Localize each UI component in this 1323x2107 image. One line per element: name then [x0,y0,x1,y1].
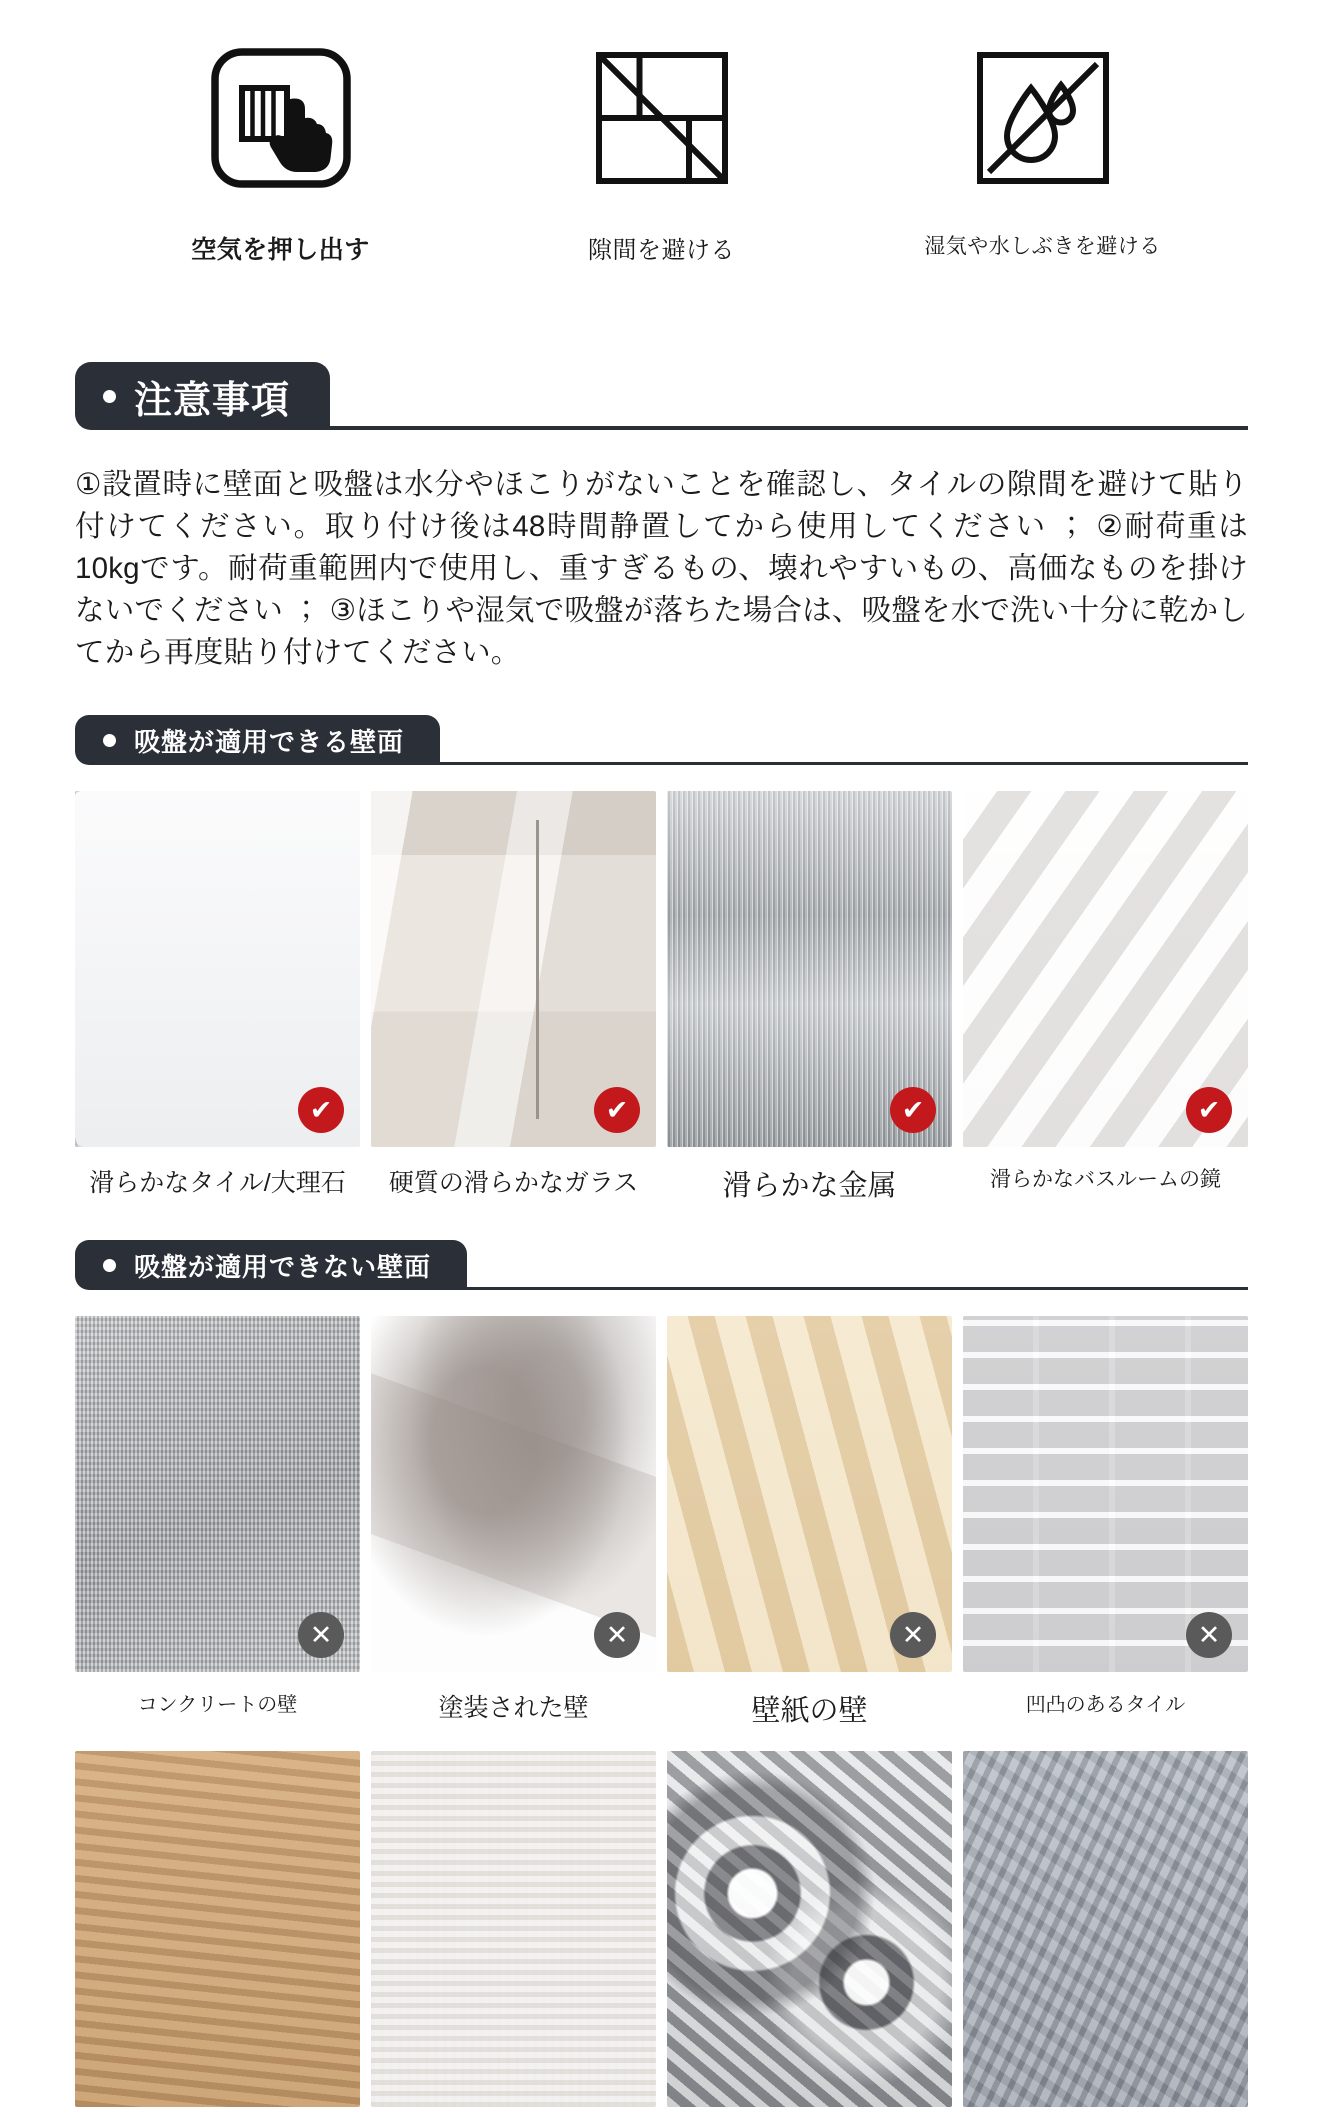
unsuitable-gallery [75,1316,1248,1729]
notes-title-pill [75,362,330,430]
check-icon: ✔ [890,1087,936,1133]
usage-label-avoid-moisture: 湿気や水しぶきを避ける [924,235,1161,258]
suitable-header [75,715,1248,765]
surface-thumbnail [371,1316,656,1672]
suitable-rule [438,762,1248,765]
surface-caption: 滑らかな金属 [722,1170,897,1203]
check-icon: ✔ [298,1087,344,1133]
hand-press-icon [197,34,365,202]
usage-item-press-air [90,34,471,266]
list-item [667,1751,952,2107]
bullet-dot-icon [103,734,116,747]
surface-thumbnail [75,1751,360,2107]
usage-item-avoid-moisture [852,34,1233,266]
list-item [667,1316,952,1729]
check-icon: ✔ [594,1087,640,1133]
suitable-title: 吸盤が適用できる壁面 [134,726,405,757]
surface-thumbnail [963,1751,1248,2107]
cross-icon: ✕ [298,1612,344,1658]
list-item [667,791,952,1204]
surface-caption: 凹凸のあるタイル [1025,1694,1186,1717]
notes-title: 注意事項 [134,379,291,422]
suitable-title-pill [75,715,440,765]
unsuitable-header [75,1240,1248,1290]
suitable-gallery [75,791,1248,1204]
usage-icon-row [0,0,1323,266]
list-item [371,1751,656,2107]
notes-rule [328,426,1248,430]
list-item [371,791,656,1204]
surface-caption: 壁紙の壁 [751,1695,868,1728]
usage-label-avoid-gap: 隙間を避ける [588,237,735,264]
unsuitable-title-pill [75,1240,467,1290]
check-icon: ✔ [1186,1087,1232,1133]
list-item [75,1316,360,1729]
unsuitable-title: 吸盤が適用できない壁面 [134,1251,432,1282]
usage-item-avoid-gap [471,34,852,266]
surface-thumbnail [371,1751,656,2107]
surface-thumbnail [963,1316,1248,1672]
cross-icon: ✕ [1186,1612,1232,1658]
bullet-dot-icon [103,390,116,403]
surface-caption: 塗装された壁 [438,1694,589,1723]
list-item [963,1751,1248,2107]
list-item [75,1751,360,2107]
surface-thumbnail [667,1316,952,1672]
surface-thumbnail [75,791,360,1147]
cross-icon: ✕ [890,1612,936,1658]
surface-caption: 硬質の滑らかなガラス [388,1169,639,1198]
notes-header [75,362,1248,430]
list-item [963,1316,1248,1729]
no-water-drop-icon [959,34,1127,202]
surface-thumbnail [963,791,1248,1147]
list-item [75,791,360,1204]
surface-thumbnail [371,791,656,1147]
list-item [371,1316,656,1729]
surface-caption: 滑らかなバスルームの鏡 [990,1168,1221,1192]
tile-gap-icon [578,34,746,202]
unsuitable-rule [465,1287,1248,1290]
unsuitable-gallery-row2 [75,1751,1248,2107]
surface-caption: コンクリートの壁 [137,1694,298,1717]
list-item [963,791,1248,1204]
surface-thumbnail [667,1751,952,2107]
surface-caption: 滑らかなタイル/大理石 [89,1169,346,1198]
surface-thumbnail [667,791,952,1147]
notes-body: ①設置時に壁面と吸盤は水分やほこりがないことを確認し、タイルの隙間を避けて貼り付けてください。取り付け後は48時間静置してから使用してください ； ②耐荷重は10kgです。耐荷重範囲内で使用し、重すぎるもの、壊れやすいもの、高価なものを掛けないでください ； ③ほこりや湿気で吸盤が落ちた場合は、吸盤を水で洗い十分に乾かしてから再度貼り付けてください。 [75,468,1248,669]
cross-icon: ✕ [594,1612,640,1658]
bullet-dot-icon [103,1259,116,1272]
surface-thumbnail [75,1316,360,1672]
usage-label-press-air: 空気を押し出す [191,236,370,264]
